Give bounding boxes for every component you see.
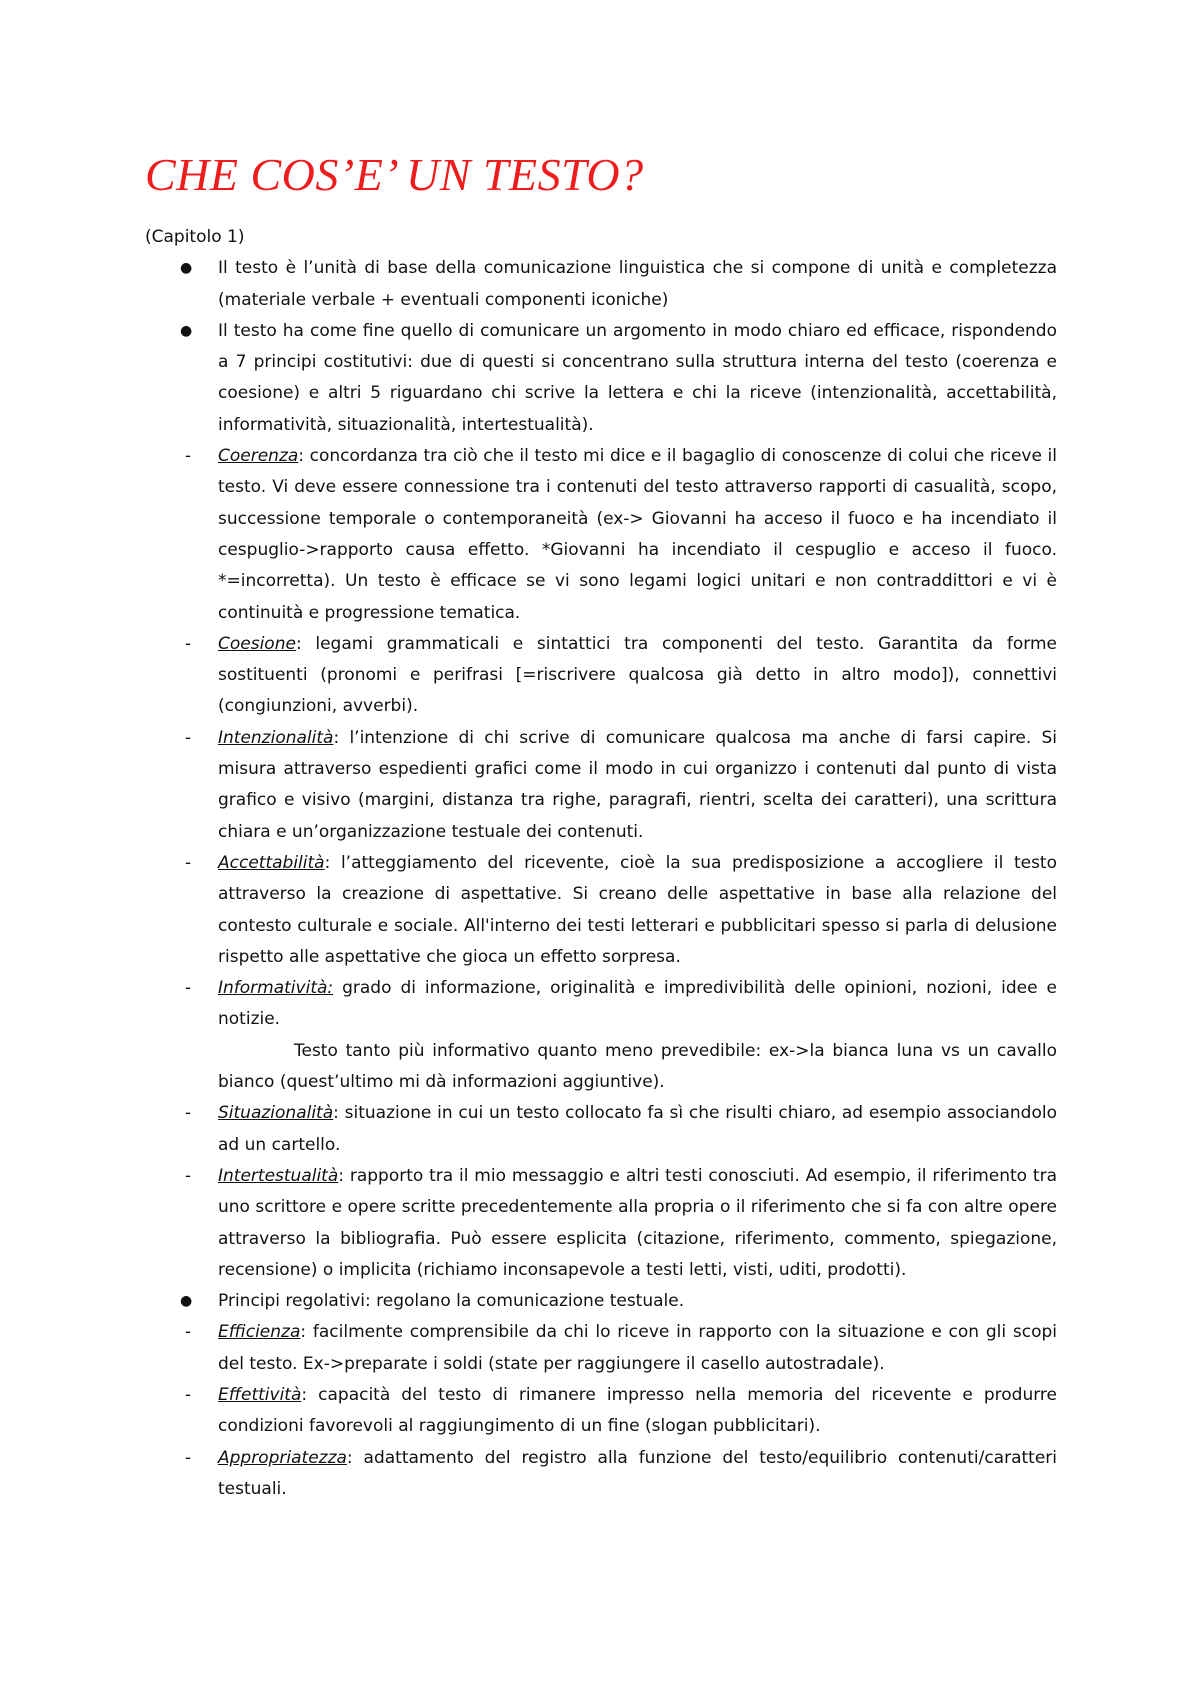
term-separator: : [338,1165,350,1186]
term-label: Efficienza [218,1322,301,1343]
dash-item [145,1098,1057,1161]
dash-item [145,848,1057,973]
dash-marker: - [185,978,192,999]
term-separator: : [333,1103,345,1124]
dash-item [145,629,1057,723]
dash-marker: - [185,1384,192,1405]
dash-item [145,1317,1057,1380]
item-text: rapporto tra il mio messaggio e altri testi conosciuti. Ad esempio, il riferimento tra uno scrittore e opere scritte precedentemente alla propria o il riferimento che si fa con altre opere attraverso la bibliografia. Può essere esplicita (citazione, riferimento, commento, spiegazione, recensione) o implicita (richiamo inconsapevole a testi letti, visti, uditi, prodotti). [218,1165,1057,1280]
term-label: Intertestualità [218,1165,339,1186]
term-separator: : [300,1322,313,1343]
term-label: Accettabilità [218,852,325,873]
dash-marker: - [185,446,192,467]
dash-item [145,973,1057,1036]
item-text: adattamento del registro alla funzione del testo/equilibrio contenuti/caratteri testuali. [218,1447,1057,1499]
term-separator: : [298,446,310,467]
dash-item [145,1161,1057,1286]
item-text: capacità del testo di rimanere impresso nella memoria del ricevente e produrre condizioni favorevoli al raggiungimento di un fine (slogan pubblicitari). [218,1384,1057,1437]
document-body [145,222,1057,1505]
dash-item [145,441,1057,629]
bullet-marker: ● [180,322,193,339]
dash-marker: - [185,727,192,748]
bullet-item [145,253,1057,316]
term-label: Coesione [218,633,296,654]
dash-item [145,723,1057,848]
term-separator: : [301,1384,319,1405]
term-label: Situazionalità [218,1103,334,1124]
term-separator: : [324,852,341,873]
item-text: Il testo è l’unità di base della comunicazione linguistica che si compone di unità e completezza (materiale verbale + eventuali componenti iconiche) [218,258,1057,310]
dash-item [145,1380,1057,1443]
dash-item [145,1443,1057,1506]
item-text: facilmente comprensibile da chi lo riceve in rapporto con la situazione e con gli scopi del testo. Ex->preparate i soldi (state per raggiungere il casello autostradale). [218,1322,1057,1374]
item-text: l’atteggiamento del ricevente, cioè la sua predisposizione a accogliere il testo attraverso la creazione di aspettative. Si creano delle aspettative in base alla relazione del contesto culturale e sociale. All'interno dei testi letterari e pubblicitari spesso si parla di delusione rispetto alle aspettative che gioca un effetto sorpresa. [218,852,1057,967]
term-separator: : [346,1447,364,1468]
item-text: Il testo ha come fine quello di comunicare un argomento in modo chiaro ed efficace, rispondendo a 7 principi costitutivi: due di questi si concentrano sulla struttura interna del testo (coerenza e coesione) e altri 5 riguardano chi scrive la lettera e chi la riceve (intenzionalità, accettabilità, informatività, situazionalità, intertestualità). [218,320,1057,435]
dash-marker: - [185,1447,192,1468]
term-separator [333,978,342,998]
item-text: grado di informazione, originalità e impredivibilità delle opinioni, nozioni, idee e notizie. [218,978,1057,1030]
item-text: Principi regolativi: regolano la comunicazione testuale. [218,1291,685,1312]
item-list [145,253,1057,1505]
term-label: Coerenza [218,446,299,467]
dash-marker: - [185,1322,192,1343]
chapter-label: (Capitolo 1) [145,227,245,247]
term-separator: : [333,727,350,748]
item-text: l’intenzione di chi scrive di comunicare qualcosa ma anche di farsi capire. Si misura attraverso espedienti grafici come il modo in cui organizzo i contenuti dal punto di vista grafico e visivo (margini, distanza tra righe, paragrafi, rientri, scelta dei caratteri), una scrittura chiara e un’organizzazione testuale dei contenuti. [218,727,1057,842]
item-text: legami grammaticali e sintattici tra componenti del testo. Garantita da forme sostituenti (pronomi e perifrasi [=riscrivere qualcosa già detto in altro modo]), connettivi (congiunzioni, avverbi). [218,633,1057,717]
item-text: concordanza tra ciò che il testo mi dice e il bagaglio di conoscenze di colui che riceve il testo. Vi deve essere connessione tra i contenuti del testo attraverso rapporti di casualità, scopo, successione temporale o contemporaneità (ex-> Giovanni ha acceso il fuoco e ha incendiato il cespuglio->rapporto causa effetto. *Giovanni ha incendiato il cespuglio e acceso il fuoco. *=incorretta). Un testo è efficace se vi sono legami logici unitari e non contraddittori e vi è continuità e progressione tematica. [218,446,1057,623]
term-separator: : [295,633,316,654]
dash-marker: - [185,1103,192,1124]
item-text: situazione in cui un testo collocato fa sì che risulti chiaro, ad esempio associandolo ad un cartello. [218,1103,1057,1155]
term-label: Appropriatezza [218,1447,347,1468]
continuation-paragraph [145,1036,1057,1099]
bullet-item [145,316,1057,441]
item-text: Testo tanto più informativo quanto meno prevedibile: ex->la bianca luna vs un cavallo bianco (quest’ultimo mi dà informazioni aggiuntive). [218,1040,1057,1093]
term-label: Effettività [218,1384,302,1405]
bullet-marker: ● [180,1293,193,1310]
bullet-marker: ● [180,260,193,277]
dash-marker: - [185,633,192,654]
dash-marker: - [185,852,192,873]
term-label: Informatività: [218,978,334,999]
bullet-item [145,1286,1057,1317]
term-label: Intenzionalità [218,727,334,748]
dash-marker: - [185,1165,192,1186]
document-title: CHE COS’E’ UN TESTO? [145,149,644,200]
